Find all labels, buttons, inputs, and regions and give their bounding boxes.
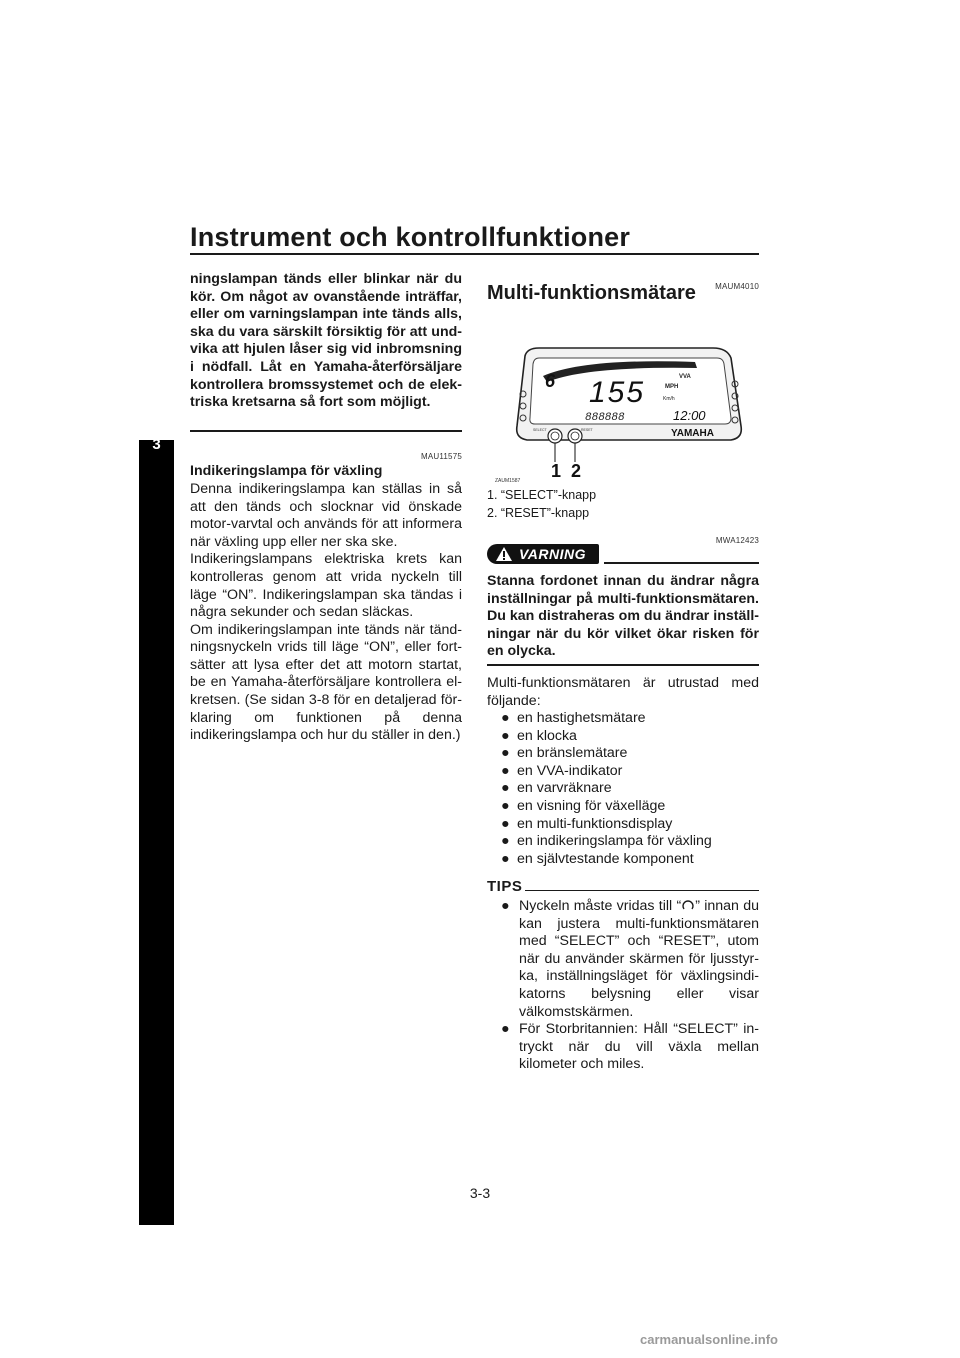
odometer-display: 888888 bbox=[585, 412, 625, 424]
tips-item: ● Nyckeln måste vridas till “ ” innan du kan justera multi-funktionsmätaren med “SELECT” och “RESET”, utom när du använder skärmen för ljusstyr-ka, inställningsläget för växlingsindi-katorns belysning eller visar välkomstskärmen. bbox=[501, 898, 759, 1020]
kmh-label: Km/h bbox=[663, 396, 675, 402]
clock-display: 12:00 bbox=[673, 408, 706, 423]
list-item: ● en klocka bbox=[501, 727, 577, 744]
section-heading: Indikeringslampa för växling bbox=[190, 463, 383, 480]
reset-button-label: RESET bbox=[581, 428, 593, 432]
footer-watermark: carmanualsonline.info bbox=[640, 1332, 778, 1347]
caption-reset: 2. “RESET”-knapp bbox=[487, 506, 590, 520]
warning-end-rule bbox=[487, 664, 759, 666]
bullet-icon: ● bbox=[501, 745, 510, 762]
instrument-cluster-illustration bbox=[495, 338, 760, 490]
figure-captions bbox=[487, 486, 759, 522]
page-header-title: Instrument och kontrollfunktioner bbox=[190, 222, 631, 252]
speed-display: 155 bbox=[589, 376, 646, 409]
mph-label: MPH bbox=[665, 384, 679, 390]
caption-select: 1. “SELECT”-knapp bbox=[487, 488, 597, 502]
figure-code: ZAUM1587 bbox=[495, 478, 521, 484]
list-item: ● en visning för växelläge bbox=[501, 797, 666, 814]
bullet-icon: ● bbox=[501, 762, 510, 779]
vva-label: VVA bbox=[679, 374, 691, 380]
page-number: 3-3 bbox=[469, 1185, 491, 1201]
list-item: ● en hastighetsmätare bbox=[501, 710, 646, 726]
list-item: ● en självtestande komponent bbox=[501, 850, 694, 867]
section-code: MAU11575 bbox=[420, 451, 462, 461]
chapter-tab bbox=[139, 440, 174, 1225]
bullet-icon: ● bbox=[501, 710, 510, 726]
list-item: ● en VVA-indikator bbox=[501, 762, 623, 779]
paragraph: Om indikeringslampan inte tänds när tänd-ningsnyckeln vrids till läge “ON”, eller fort-sätter att lysa efter det att motorn startat, be en Yamaha-återförsäljare kontrollera el-kretsen. (Se sidan 3-8 för en detaljerad för-klaring om funktionen på denna indikeringslampa och hur du ställer in den.) bbox=[190, 621, 462, 744]
chapter-number: 3 bbox=[152, 436, 161, 453]
gear-display: 6 bbox=[545, 371, 556, 391]
warning-triangle-icon bbox=[495, 546, 513, 562]
warning-label: VARNING bbox=[519, 546, 587, 562]
bullet-icon: ● bbox=[501, 815, 510, 832]
paragraph: Denna indikeringslampa kan ställas in så att den tänds och slocknar vid önskade motor-varvtal och används för att informera när växling upp eller ner ska ske. bbox=[190, 480, 462, 550]
bullet-icon: ● bbox=[501, 797, 510, 814]
header-rule bbox=[190, 253, 759, 255]
brand-logo-text: YAMAHA bbox=[671, 428, 714, 439]
warning-header-rule bbox=[604, 562, 759, 564]
paragraph: Indikeringslampans elektriska krets kan kontrolleras genom att vrida nyckeln till läge “ON”. Indikeringslampan ska tändas i några sekunder och sedan släckas. bbox=[190, 551, 462, 621]
bullet-icon: ● bbox=[501, 727, 510, 744]
list-item: ● en indikeringslampa för växling bbox=[501, 833, 712, 850]
warning-continuation-text: ningslampan tänds eller blinkar när du kör. Om något av ovanstående inträffar, eller om varningslampan inte tänds alls, ska du vara särskilt försiktig för att und-vika att hjulen låser sig vid inbromsning i nödfall. Låt en Yamaha-återförsäljare kontrollera bromssystemet och de elek-triska kretsarna så fort som möjligt. bbox=[190, 271, 462, 411]
bullet-icon: ● bbox=[501, 833, 510, 850]
select-button-label: SELECT bbox=[533, 428, 547, 432]
intro-text: Multi-funktionsmätaren är utrustad med följande: bbox=[487, 675, 759, 709]
feature-list bbox=[487, 710, 759, 868]
ignition-on-icon bbox=[681, 899, 695, 911]
tips-list bbox=[487, 898, 759, 1074]
bullet-icon: ● bbox=[501, 1021, 510, 1038]
section-heading: Multi-funktionsmätare bbox=[487, 282, 696, 304]
tips-item: ● För Storbritannien: Håll “SELECT” in-tryckt när du vill växla mellan kilometer och miles. bbox=[501, 1021, 759, 1073]
tips-label: TIPS bbox=[487, 878, 523, 895]
bullet-icon: ● bbox=[501, 898, 510, 914]
select-button-illustration bbox=[548, 429, 562, 443]
warning-end-rule bbox=[190, 430, 462, 432]
bullet-icon: ● bbox=[501, 780, 510, 797]
warning-text: Stanna fordonet innan du ändrar några inställningar på multi-funktionsmätaren. Du kan distraheras om du ändrar inställ-ningar när du kör vilket ökar risken för en olycka. bbox=[487, 573, 759, 660]
warning-badge bbox=[487, 544, 599, 564]
reset-button-illustration bbox=[568, 429, 582, 443]
list-item: ● en varvräknare bbox=[501, 780, 612, 797]
section-code: MAUM4010 bbox=[715, 282, 759, 291]
instrument-cluster-figure bbox=[495, 338, 760, 490]
tips-rule bbox=[525, 890, 759, 891]
callout-1: 1 bbox=[551, 461, 562, 481]
left-column bbox=[190, 271, 462, 745]
bullet-icon: ● bbox=[501, 850, 510, 867]
list-item: ● en bränslemätare bbox=[501, 745, 628, 762]
warning-code: MWA12423 bbox=[715, 536, 759, 545]
list-item: ● en multi-funktionsdisplay bbox=[501, 815, 673, 832]
callout-2: 2 bbox=[571, 461, 582, 481]
